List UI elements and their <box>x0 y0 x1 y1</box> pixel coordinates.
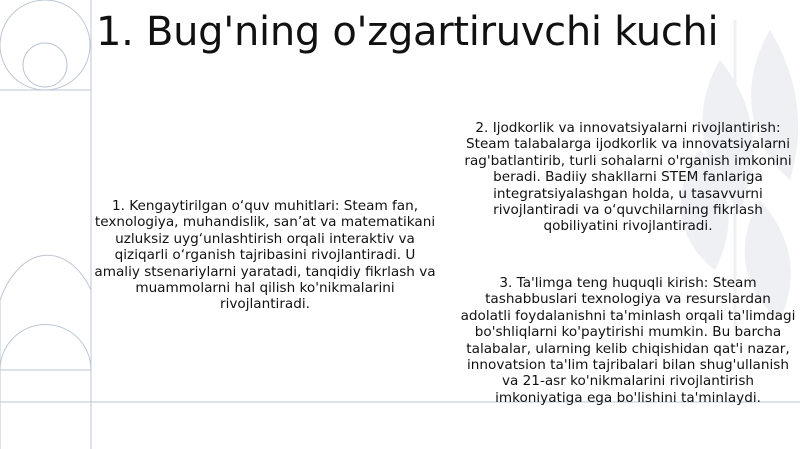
slide-title: 1. Bug'ning o'zgartiruvchi kuchi <box>96 9 719 55</box>
small-circle-outline <box>23 43 67 87</box>
upper-arch-outline <box>0 255 91 300</box>
text-block-creativity-innovation: 2. Ijodkorlik va innovatsiyalarni rivojlantirish: Steam talabalarga ijodkorlik va innovatsiyalarni rag'batlantirib, turli sohalarni o'rganish imkonini beradi. Badiiy shakllarni STEM fanlariga integratsiyalashgan holda, u tasavvurni rivojlantiradi va o‘quvchilarning fikrlash qobiliyatini rivojlantiradi. <box>464 120 792 235</box>
large-circle-outline <box>0 0 90 90</box>
text-block-enhanced-learning: 1. Kengaytirilgan o‘quv muhitlari: Steam fan, texnologiya, muhandislik, san’at va matematikani uzluksiz uyg‘unlashtirish orqali interaktiv va qiziqarli o‘rganish tajribasini rivojlantiradi. U amaliy stsenariylarni yaratadi, tanqidiy fikrlash va muammolarni hal qilish ko'nikmalarini rivojlantiradi. <box>94 198 436 313</box>
text-block-equal-access: 3. Ta'limga teng huquqli kirish: Steam tashabbuslari texnologiya va resurslardan adolatli foydalanishni ta'minlash orqali ta'limdagi bo'shliqlarni ko'paytirishi mumkin. Bu barcha talabalar, ularning kelib chiqishidan qat'i nazar, innovatsion ta'lim tajribalari bilan shug'ullanish va 21-asr ko'nikmalarini rivojlantirish imkoniyatiga ega bo'lishini ta'minlaydi. <box>460 275 796 406</box>
lower-arch-outline <box>0 325 91 449</box>
